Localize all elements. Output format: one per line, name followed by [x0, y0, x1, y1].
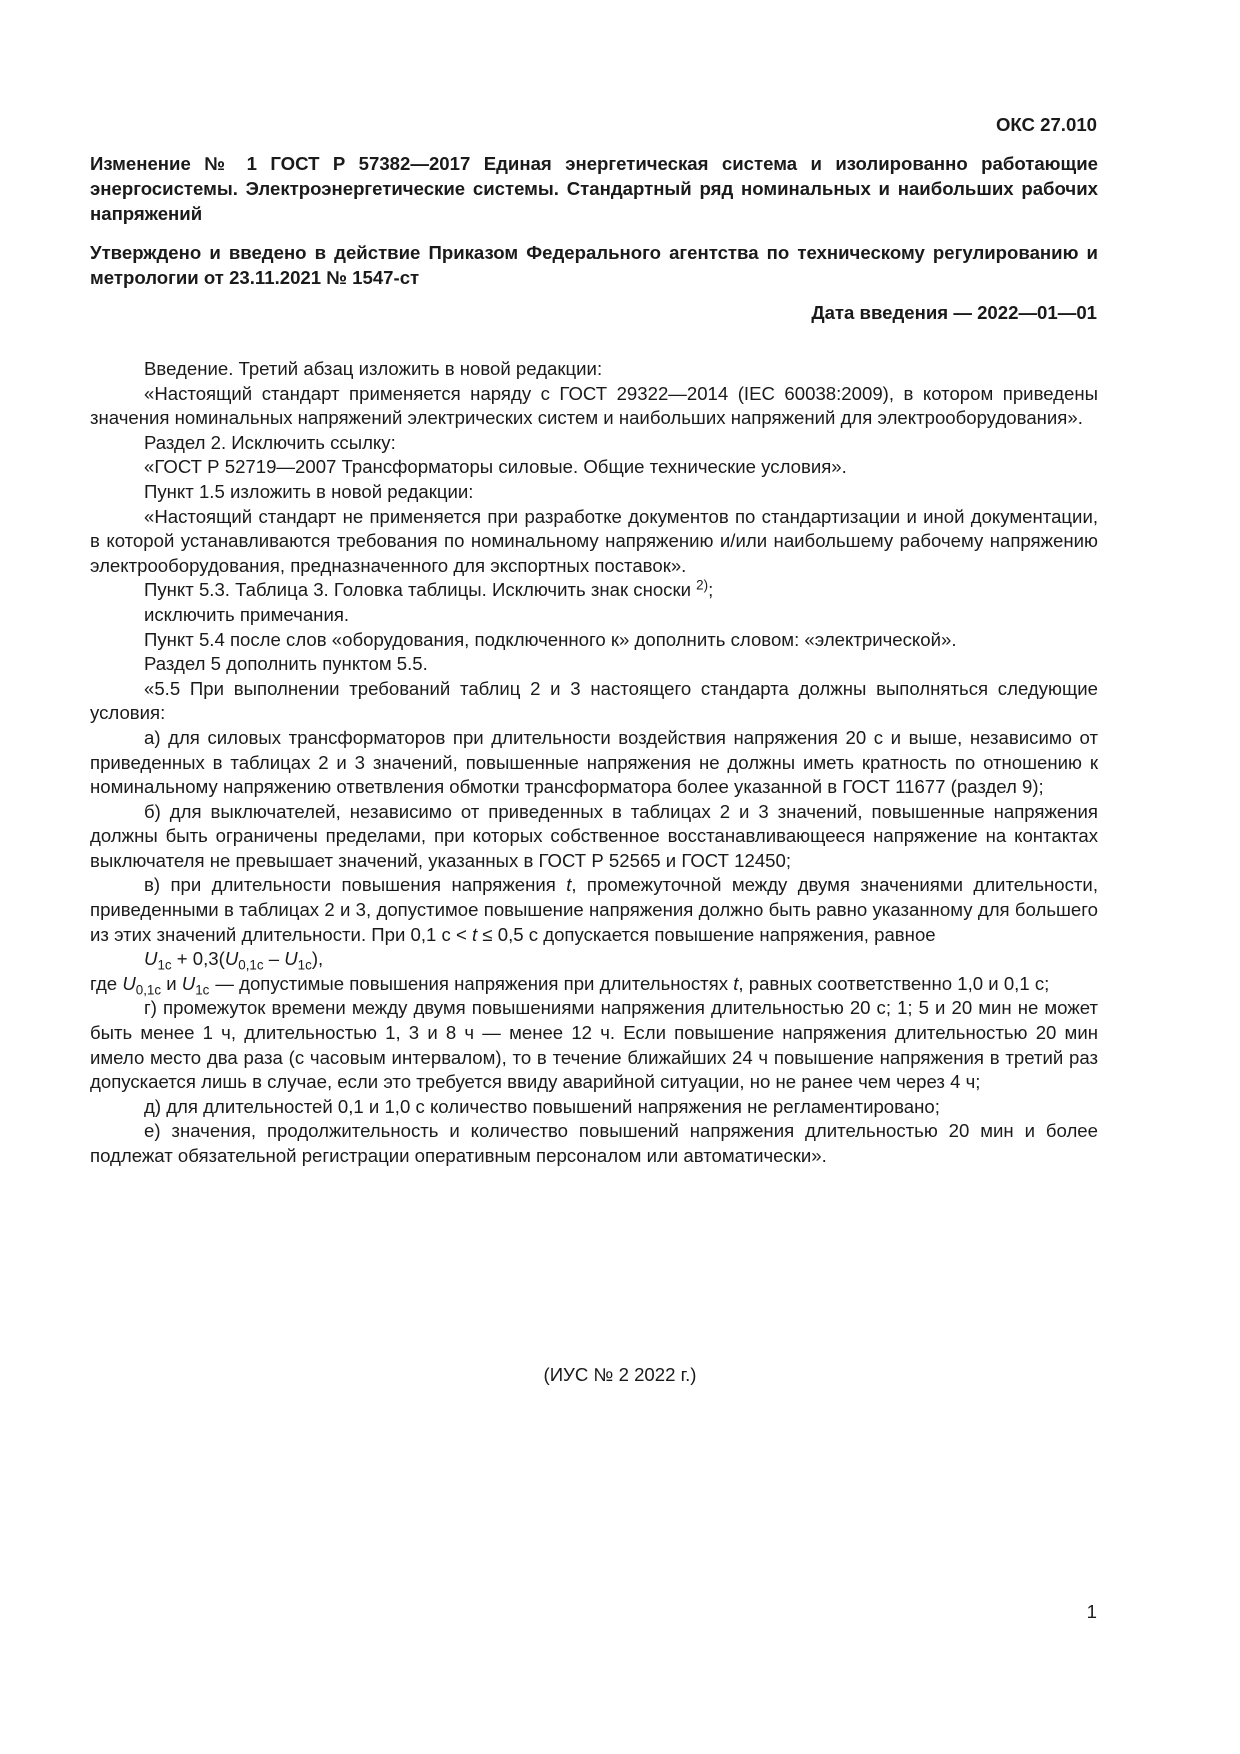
variable-t: t [472, 923, 478, 945]
ius-reference: (ИУС № 2 2022 г.) [543, 1364, 697, 1385]
legend-definition [215, 972, 1098, 997]
paragraph-text: Пункт 5.3. Таблица 3. Головка таблицы. Исключить знак сноски [144, 579, 691, 601]
formula-u: U [144, 948, 158, 970]
paragraph: Раздел 5 дополнить пунктом 5.5. [144, 653, 428, 675]
paragraph-text: , промежуточной между двумя значениями длительности, приведенными в таблицах 2 и 3, допустимое повышение напряжения должно быть равно указанному для большего из этих значений длительности. При 0,1 с < [90, 874, 1098, 945]
approval-statement: Утверждено и введено в действие Приказом Федерального агентства по техническому регулированию и метрологии от 23.11.2021 № 1547-ст [90, 242, 1098, 288]
formula-text: – [268, 948, 280, 970]
legend-u: U [181, 972, 196, 994]
list-item: а) для силовых трансформаторов при длительности воздействия напряжения 20 с и выше, независимо от приведенных в таблицах 2 и 3 значений, повышенные напряжения не должны иметь кратность по отношению к номинальному напряжению ответвления обмотки трансформатора более указанной в ГОСТ 11677 (раздел 9); [90, 726, 1098, 798]
list-item [90, 873, 1098, 947]
formula-u: U [224, 948, 239, 970]
effective-date: Дата введения — 2022—01—01 [811, 302, 1097, 323]
legend-u: U [122, 972, 136, 994]
oks-code: ОКС 27.010 [995, 114, 1097, 135]
paragraph: Введение. Третий абзац изложить в новой редакции: [144, 358, 603, 379]
amendment-body [90, 357, 1098, 1169]
list-item: е) значения, продолжительность и количество повышений напряжения длительностью 20 мин и более подлежат обязательной регистрации оперативным персоналом или автоматически». [90, 1120, 1098, 1166]
paragraph: Раздел 2. Исключить ссылку: [144, 431, 396, 453]
paragraph: «5.5 При выполнении требований таблиц 2 и 3 настоящего стандарта должны выполняться следующие условия: [90, 677, 1098, 724]
formula-text: ), [311, 948, 324, 970]
formula-subscript: 0,1c [238, 957, 264, 973]
paragraph: «Настоящий стандарт применяется наряду с ГОСТ 29322—2014 (IEC 60038:2009), в котором приведены значения номинальных напряжений электрических систем и наибольших напряжений для электрооборудования». [90, 382, 1098, 429]
amendment-title: Изменение № 1 ГОСТ Р 57382—2017 Единая энергетическая система и изолированно работающие энергосистемы. Электроэнергетические системы. Стандартный ряд номинальных и наибольших рабочих напряжений [90, 153, 1098, 224]
paragraph: Пункт 1.5 изложить в новой редакции: [144, 480, 474, 502]
paragraph: «ГОСТ Р 52719—2007 Трансформаторы силовые. Общие технические условия». [144, 456, 847, 478]
variable-t: t [733, 972, 739, 994]
legend-word: и [166, 972, 177, 994]
legend-subscript: 1c [195, 982, 210, 998]
paragraph-text: ≤ 0,5 с допускается повышение напряжения, равное [482, 923, 936, 945]
paragraph-text: в) при длительности повышения напряжения [144, 874, 556, 896]
formula-legend [90, 972, 1098, 997]
legend-subscript: 0,1c [135, 982, 162, 998]
page-number: 1 [1086, 1601, 1097, 1622]
paragraph: исключить примечания. [144, 603, 350, 625]
formula [90, 947, 1098, 972]
list-item: д) для длительностей 0,1 и 1,0 с количество повышений напряжения не регламентировано; [144, 1095, 940, 1117]
list-item: г) промежуток времени между двумя повышениями напряжения длительностью 20 с; 1; 5 и 20 мин не может быть менее 1 ч, длительностью 1, 3 и 8 ч — менее 12 ч. Если повышение напряжения длительностью 20 мин имело место два раза (с часовым интервалом), то в течение ближайших 24 ч повышение напряжения в третий раз допускается лишь в случае, если это требуется ввиду аварийной ситуации, но не ранее чем через 4 ч; [90, 997, 1098, 1093]
legend-word: где [90, 972, 118, 994]
legend-text: , равных соответственно 1,0 и 0,1 с; [738, 972, 1050, 994]
legend-symbols [90, 972, 215, 997]
paragraph: «Настоящий стандарт не применяется при разработке документов по стандартизации и иной документации, в которой устанавливаются требования по номинальному напряжению и/или наибольшему рабочему напряжению электрооборудования, предназначенного для экспортных поставок». [90, 505, 1098, 576]
legend-text: — допустимые повышения напряжения при длительностях [215, 972, 729, 994]
variable-t: t [566, 874, 572, 896]
formula-subscript: 1c [157, 957, 172, 973]
formula-text: + 0,3( [176, 948, 225, 970]
paragraph-text: ; [708, 579, 714, 601]
formula-u: U [284, 948, 298, 970]
paragraph: Пункт 5.4 после слов «оборудования, подключенного к» дополнить словом: «электрической». [144, 628, 957, 650]
list-item: б) для выключателей, независимо от приведенных в таблицах 2 и 3 значений, повышенные напряжения должны быть ограничены пределами, при которых собственное восстанавливающееся напряжение на контактах выключателя не превышает значений, указанных в ГОСТ Р 52565 и ГОСТ 12450; [90, 800, 1098, 871]
footnote-mark: 2) [696, 577, 709, 593]
paragraph [90, 578, 1098, 603]
formula-subscript: 1c [297, 957, 312, 973]
